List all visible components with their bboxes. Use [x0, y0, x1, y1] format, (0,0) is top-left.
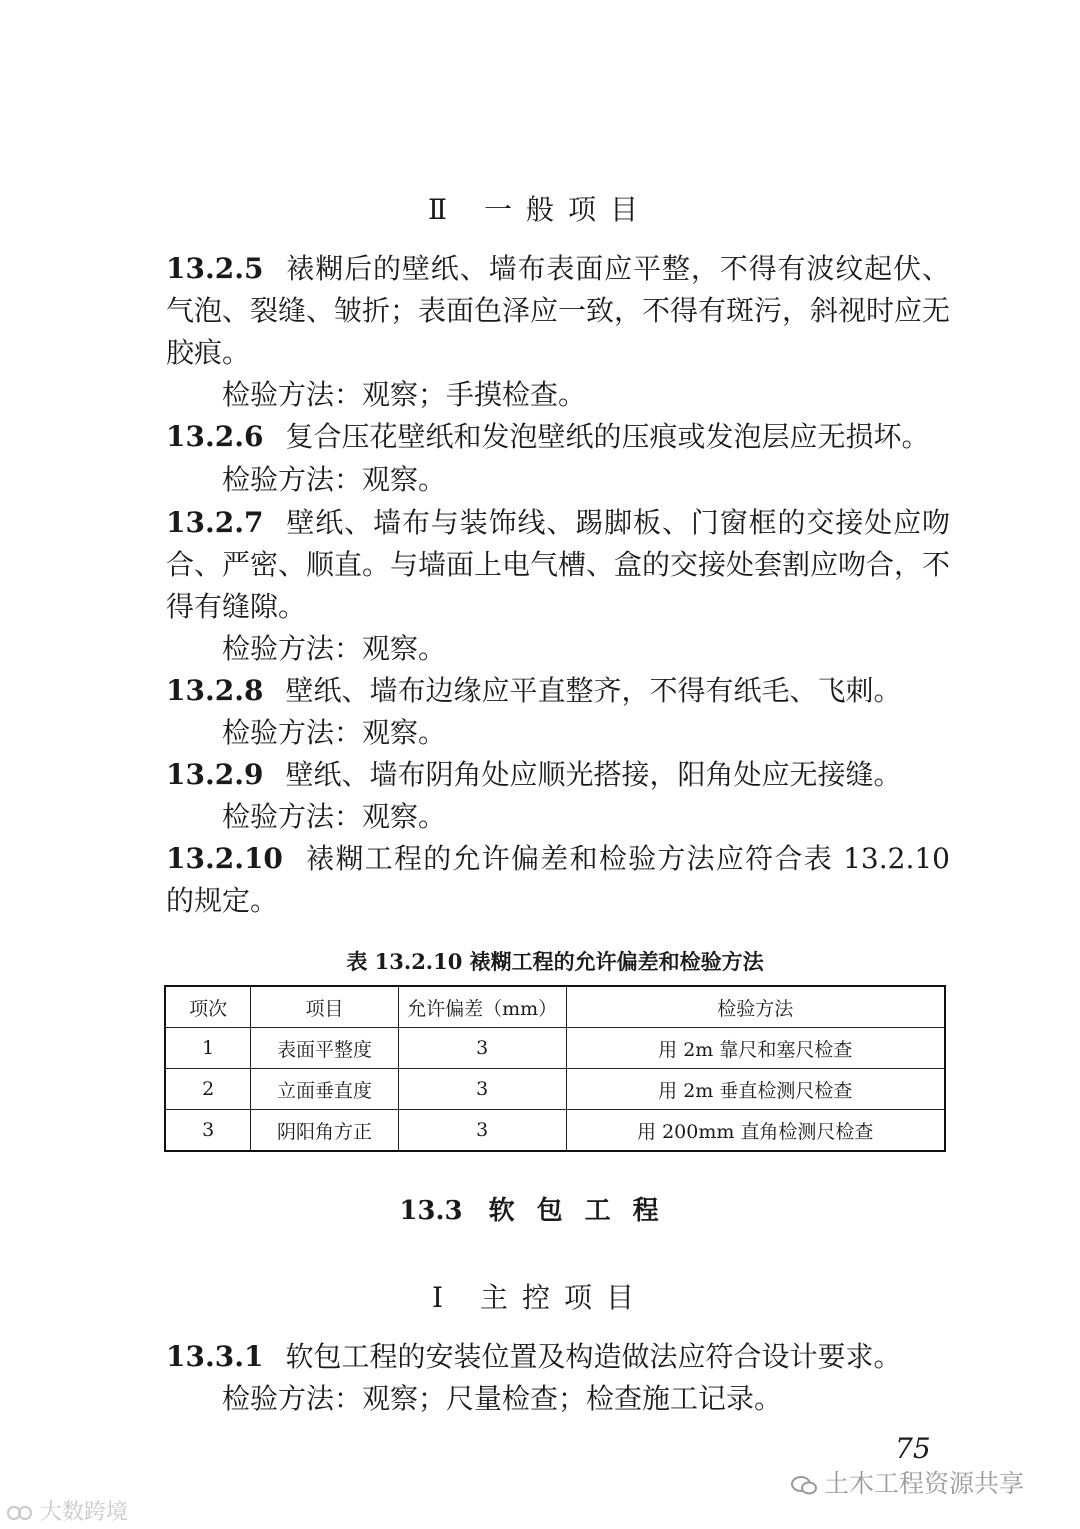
clause-text: 壁纸、墙布边缘应平直整齐，不得有纸毛、飞刺。: [285, 674, 902, 707]
clause-number: 13.3.1: [166, 1340, 264, 1373]
clause-text: 壁纸、墙布阴角处应顺光搭接，阳角处应无接缝。: [285, 758, 902, 791]
inspection-method: 检验方法：观察。: [222, 463, 447, 496]
clause-number: 13.2.10: [166, 842, 283, 875]
clause-text: 壁纸、墙布与装饰线、踢脚板、门窗框的交接处应吻合、严密、顺直。与墙面上电气槽、盒的交接处套割应吻合，不得有缝隙。: [166, 506, 951, 623]
section-title: 软包工程: [488, 1196, 681, 1226]
clause-number: 13.2.9: [166, 758, 264, 791]
clause-13-2-5: [166, 248, 950, 374]
section-heading: [0, 1190, 1080, 1227]
clause-13-2-6: [166, 416, 950, 458]
clause-13-2-7: [166, 502, 950, 628]
inspection-method: 检验方法：观察。: [222, 800, 447, 833]
clause-13-2-9: [166, 754, 950, 796]
watermark-corner: [6, 1495, 128, 1526]
table-cell: 3: [398, 1069, 566, 1110]
watermark-source: [790, 1464, 1024, 1500]
clause-number: 13.2.6: [166, 420, 264, 453]
page-number: 75: [895, 1432, 931, 1465]
clause-number: 13.2.5: [166, 252, 264, 285]
clause-text: 复合压花壁纸和发泡壁纸的压痕或发泡层应无损坏。: [285, 420, 930, 453]
inspection-method: 检验方法：观察。: [222, 632, 447, 665]
watermark-text: 土木工程资源共享: [824, 1469, 1025, 1498]
table-header-cell: 项次: [165, 986, 251, 1028]
tolerance-table: [164, 985, 946, 1152]
table-cell: 表面平整度: [251, 1028, 399, 1069]
clause-number: 13.2.8: [166, 674, 264, 707]
table-row: [165, 1069, 945, 1110]
subsection-heading-main: Ⅰ 主控项目: [432, 1281, 648, 1314]
table-cell: 3: [398, 1110, 566, 1152]
logo-icon: [6, 1502, 34, 1524]
table-header-cell: 项目: [251, 986, 399, 1028]
table-header-row: [165, 986, 945, 1028]
clause-number: 13.2.7: [166, 506, 264, 539]
table-cell: 用 200mm 直角检测尺检查: [566, 1110, 945, 1152]
clause-text: 裱糊后的壁纸、墙布表面应平整，不得有波纹起伏、气泡、裂缝、皱折；表面色泽应一致，不得有斑污，斜视时应无胶痕。: [166, 252, 951, 369]
table-cell: 用 2m 垂直检测尺检查: [566, 1069, 945, 1110]
table-header-cell: 检验方法: [566, 986, 945, 1028]
table-header-cell: 允许偏差（mm）: [398, 986, 566, 1028]
table-cell: 立面垂直度: [251, 1069, 399, 1110]
subsection-heading-general: Ⅱ 一般项目: [428, 193, 652, 226]
wechat-icon: [790, 1474, 818, 1496]
clause-13-2-10: [166, 838, 950, 922]
table-cell: 3: [398, 1028, 566, 1069]
clause-13-3-1: [166, 1336, 950, 1378]
watermark-text: 大数跨境: [40, 1500, 129, 1525]
table-cell: 2: [165, 1069, 251, 1110]
inspection-method: 检验方法：观察；手摸检查。: [222, 378, 587, 411]
table-row: [165, 1110, 945, 1152]
table-row: [165, 1028, 945, 1069]
clause-text: 裱糊工程的允许偏差和检验方法应符合表 13.2.10 的规定。: [166, 842, 950, 917]
clause-text: 软包工程的安装位置及构造做法应符合设计要求。: [285, 1340, 902, 1373]
table-cell: 3: [165, 1110, 251, 1152]
table-caption: 表 13.2.10 裱糊工程的允许偏差和检验方法: [346, 949, 764, 974]
table-cell: 用 2m 靠尺和塞尺检查: [566, 1028, 945, 1069]
inspection-method: 检验方法：观察；尺量检查；检查施工记录。: [222, 1382, 783, 1415]
table-cell: 阴阳角方正: [251, 1110, 399, 1152]
inspection-method: 检验方法：观察。: [222, 716, 447, 749]
section-number: 13.3: [399, 1196, 463, 1226]
table-cell: 1: [165, 1028, 251, 1069]
clause-13-2-8: [166, 670, 950, 712]
